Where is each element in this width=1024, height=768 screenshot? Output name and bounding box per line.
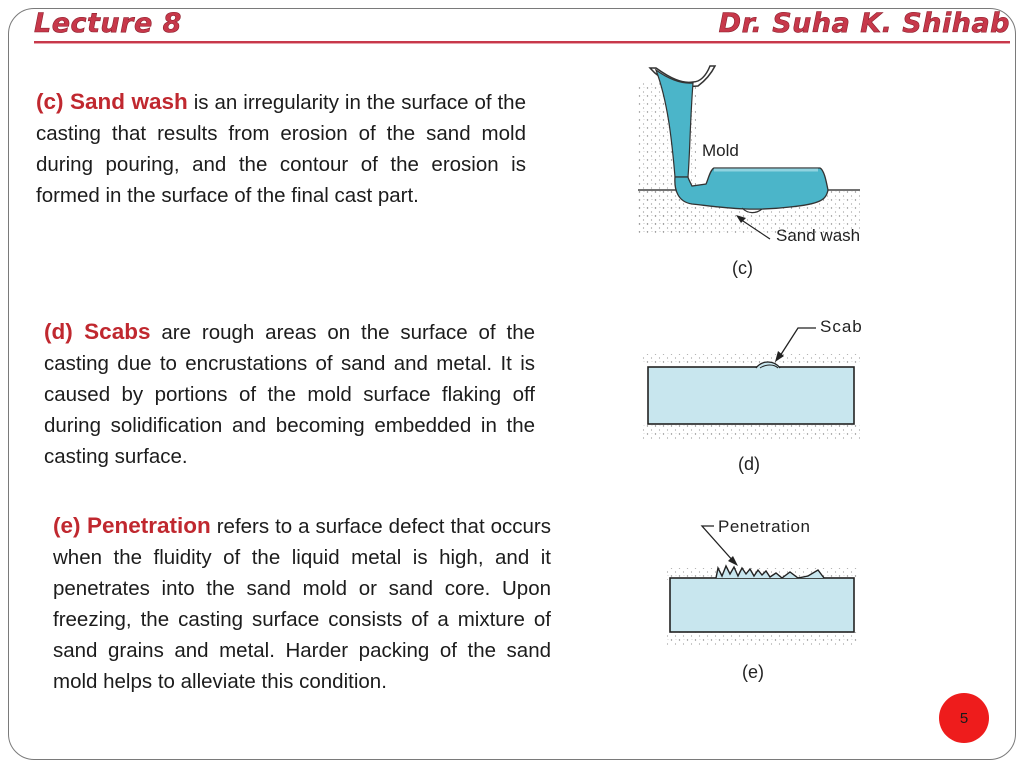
lecture-title: Lecture 8 (34, 8, 182, 39)
term-scabs: (d) Scabs (44, 319, 151, 344)
figure-c-caption: (c) (732, 258, 753, 278)
figure-e-caption: (e) (742, 662, 764, 682)
term-penetration: (e) Penetration (53, 513, 211, 538)
term-sand-wash: (c) Sand wash (36, 89, 188, 114)
figure-d-label-defect: Scab (820, 317, 863, 336)
figure-penetration (662, 510, 882, 690)
header-rule (34, 41, 1010, 44)
figure-c-label-mold: Mold (702, 141, 739, 160)
text-sand-wash: is an irregularity in the surface of the casting that results from erosion of the sand mold during pouring, and the contour of the erosion is formed in the surface of the final cast part. (36, 91, 526, 207)
figure-e-label-defect: Penetration (718, 517, 811, 536)
text-scabs: are rough areas on the surface of the casting due to encrustations of sand and metal. It is caused by portions of the mold surface flaking off during solidification and becoming embedded in the casting surface. (44, 321, 535, 468)
figure-c-label-defect: Sand wash (776, 226, 861, 245)
text-penetration: refers to a surface defect that occurs when the fluidity of the liquid metal is high, and it penetrates into the sand mold or sand core. Upon freezing, the casting surface consists of a mixture of sand grains and metal. Harder packing of the sand mold helps to alleviate this condition. (53, 515, 551, 693)
figure-sand-wash (630, 62, 900, 287)
paragraph-scabs (44, 316, 535, 472)
paragraph-penetration (53, 510, 551, 697)
author-name: Dr. Suha K. Shihab (718, 8, 1010, 39)
page-number-badge: 5 (939, 693, 989, 743)
paragraph-sand-wash (36, 86, 526, 211)
figure-d-caption: (d) (738, 454, 760, 474)
figure-scabs (638, 312, 898, 482)
